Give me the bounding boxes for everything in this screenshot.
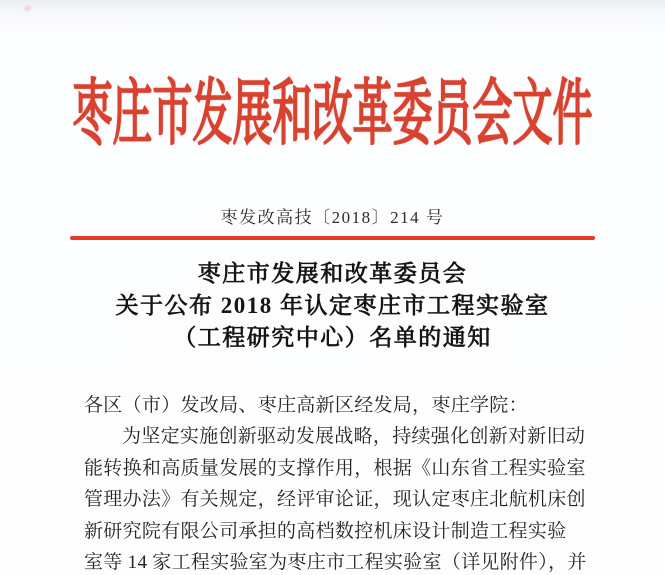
paragraph-line: 为坚定实施创新驱动发展战略，持续强化创新对新旧动	[122, 426, 586, 448]
paragraph-line: 能转换和高质量发展的支撑作用，根据《山东省工程实验室	[84, 457, 586, 479]
document-body	[84, 390, 602, 575]
paragraph-line: 管理办法》有关规定，经评审论证，现认定枣庄北航机床创	[84, 489, 586, 511]
masthead-title: 枣庄市发展和改革委员会文件	[72, 73, 593, 155]
paragraph-line: 室等 14 家工程实验室为枣庄市工程实验室（详见附件），并	[84, 552, 587, 574]
red-separator-line	[70, 236, 595, 240]
scan-artifact-mark	[24, 6, 31, 11]
document-number: 枣发改高技〔2018〕214 号	[220, 208, 445, 227]
title-line-1: 枣庄市发展和改革委员会	[197, 261, 468, 286]
title-line-2: 关于公布 2018 年认定枣庄市工程实验室	[115, 293, 550, 318]
paragraph-line: 新研究院有限公司承担的高档数控机床设计制造工程实验	[84, 520, 567, 542]
title-line-3: （工程研究中心）名单的通知	[173, 325, 492, 350]
salutation-line: 各区（市）发改局、枣庄高新区经发局，枣庄学院：	[84, 395, 528, 416]
document-title	[0, 258, 665, 354]
document-masthead	[0, 57, 665, 155]
